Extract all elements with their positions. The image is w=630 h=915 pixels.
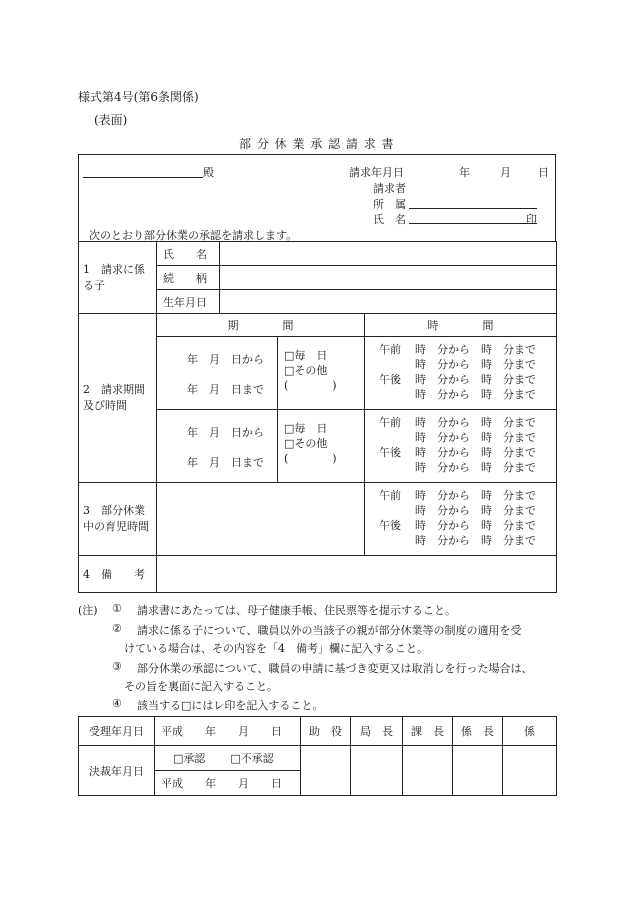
request-table xyxy=(78,241,557,593)
note-2-num: ② xyxy=(112,622,122,635)
every-day-checkbox-2[interactable]: □毎 日 xyxy=(284,422,328,435)
receipt-row-1 xyxy=(79,717,557,746)
child-birthdate-label: 生年月日 xyxy=(157,290,220,314)
am-time-2a[interactable]: 時 分から 時 分まで xyxy=(415,416,536,429)
stamp-staff[interactable] xyxy=(503,746,557,796)
am-label-2: 午前 xyxy=(379,416,401,429)
side-label: (表面) xyxy=(94,113,128,127)
other-paren-2[interactable]: ( ) xyxy=(284,452,337,465)
note-2-cont: けている場合は、その内容を「4 備考」欄に記入すること。 xyxy=(124,642,428,655)
role-staff: 係 xyxy=(503,717,557,746)
name-field[interactable] xyxy=(409,223,537,224)
section3-label: 3 部分休業中の育児時間 xyxy=(83,504,149,533)
receipt-table xyxy=(78,716,557,796)
period-from-2: 年 月 日から xyxy=(187,426,264,439)
role-subsection-chief: 係 長 xyxy=(453,717,503,746)
note-4-num: ④ xyxy=(112,697,122,710)
stamp-director[interactable] xyxy=(351,746,403,796)
am-label-1: 午前 xyxy=(379,343,401,356)
received-date-label: 受理年月日 xyxy=(79,717,155,746)
every-day-checkbox-1[interactable]: □毎 日 xyxy=(284,349,328,362)
note-1-text: 請求書にあたっては、母子健康手帳、住民票等を提示すること。 xyxy=(137,604,456,617)
period-type-2[interactable] xyxy=(278,410,365,483)
addressee-suffix: 殿 xyxy=(203,166,214,179)
period-dates-2[interactable] xyxy=(157,410,278,483)
time-block-2[interactable] xyxy=(365,410,557,483)
request-date-label: 請求年月日 xyxy=(349,166,404,179)
section3-blank[interactable] xyxy=(157,483,365,556)
request-form xyxy=(78,154,556,593)
section1-label-cell xyxy=(79,242,157,314)
stamp-subsection-chief[interactable] xyxy=(453,746,503,796)
day-label: 日 xyxy=(538,166,549,179)
form-number: 様式第4号(第6条関係) xyxy=(78,90,199,104)
child-relation-label: 続 柄 xyxy=(157,266,220,290)
period-to-2: 年 月 日まで xyxy=(187,456,264,469)
affiliation-label: 所 属 xyxy=(373,198,406,211)
period-to-1: 年 月 日まで xyxy=(187,383,264,396)
remarks-field[interactable] xyxy=(157,556,557,593)
request-statement: 次のとおり部分休業の承認を請求します。 xyxy=(89,229,298,242)
period-header: 期 間 xyxy=(157,314,365,337)
decision-date-field[interactable]: 平成 年 月 日 xyxy=(155,771,301,796)
period-from-1: 年 月 日から xyxy=(187,353,264,366)
child-name-label: 氏 名 xyxy=(157,242,220,266)
section4-row xyxy=(79,556,557,593)
am-time-1b[interactable]: 時 分から 時 分まで xyxy=(415,358,536,371)
page-title: 部 分 休 業 承 認 請 求 書 xyxy=(239,137,395,151)
section4-label: 4 備 考 xyxy=(79,556,157,593)
section3-label-cell xyxy=(79,483,157,556)
role-director: 局 長 xyxy=(351,717,403,746)
section2-label: 2 請求期間及び時間 xyxy=(83,383,145,412)
requester-label: 請求者 xyxy=(373,182,406,195)
other-checkbox-2[interactable]: □その他 xyxy=(284,437,328,450)
role-deputy-mayor: 助 役 xyxy=(301,717,351,746)
form-header xyxy=(78,154,556,241)
note-1-num: ① xyxy=(112,602,122,615)
pm-label-2: 午後 xyxy=(379,446,401,459)
time-block-1[interactable] xyxy=(365,337,557,410)
am-label-3: 午前 xyxy=(379,489,401,502)
child-name-row xyxy=(79,242,557,266)
not-approved-checkbox[interactable]: □不承認 xyxy=(230,752,274,765)
child-birthdate-field[interactable] xyxy=(220,290,557,314)
note-4-text: 該当する□にはレ印を記入すること。 xyxy=(137,699,324,712)
pm-time-1a[interactable]: 時 分から 時 分まで xyxy=(415,373,536,386)
section2-label-cell xyxy=(79,314,157,483)
child-name-field[interactable] xyxy=(220,242,557,266)
note-3-cont: その旨を裏面に記入すること。 xyxy=(124,680,278,693)
section2-header-row xyxy=(79,314,557,337)
approval-options xyxy=(155,746,301,771)
note-3-num: ③ xyxy=(112,660,122,673)
am-time-1a[interactable]: 時 分から 時 分まで xyxy=(415,343,536,356)
am-time-3a[interactable]: 時 分から 時 分まで xyxy=(415,489,536,502)
other-checkbox-1[interactable]: □その他 xyxy=(284,364,328,377)
stamp-section-chief[interactable] xyxy=(403,746,453,796)
decision-date-label: 決裁年月日 xyxy=(79,746,155,796)
pm-time-2b[interactable]: 時 分から 時 分まで xyxy=(415,461,536,474)
seal-mark: 印 xyxy=(526,213,537,226)
time-header: 時 間 xyxy=(365,314,557,337)
pm-time-2a[interactable]: 時 分から 時 分まで xyxy=(415,446,536,459)
am-time-2b[interactable]: 時 分から 時 分まで xyxy=(415,431,536,444)
affiliation-field[interactable] xyxy=(409,208,537,209)
period-dates-1[interactable] xyxy=(157,337,278,410)
note-2-text: 請求に係る子について、職員以外の当該子の親が部分休業等の制度の適用を受 xyxy=(137,624,522,637)
approved-checkbox[interactable]: □承認 xyxy=(173,752,206,765)
stamp-deputy-mayor[interactable] xyxy=(301,746,351,796)
am-time-3b[interactable]: 時 分から 時 分まで xyxy=(415,504,536,517)
role-section-chief: 課 長 xyxy=(403,717,453,746)
pm-label-3: 午後 xyxy=(379,519,401,532)
pm-time-1b[interactable]: 時 分から 時 分まで xyxy=(415,388,536,401)
period-type-1[interactable] xyxy=(278,337,365,410)
received-date-field[interactable]: 平成 年 月 日 xyxy=(155,717,301,746)
name-label: 氏 名 xyxy=(373,213,406,226)
month-label: 月 xyxy=(500,166,511,179)
year-label: 年 xyxy=(459,166,470,179)
section1-label: 1 請求に係る子 xyxy=(83,262,145,292)
addressee-line[interactable] xyxy=(83,177,203,178)
pm-time-3a[interactable]: 時 分から 時 分まで xyxy=(415,519,536,532)
other-paren-1[interactable]: ( ) xyxy=(284,379,337,392)
notes-prefix: (注) xyxy=(78,604,98,617)
time-block-3[interactable] xyxy=(365,483,557,556)
child-relation-field[interactable] xyxy=(220,266,557,290)
note-3-text: 部分休業の承認について、職員の申請に基づき変更又は取消しを行った場合は、 xyxy=(137,662,533,675)
receipt-row-2 xyxy=(79,746,557,771)
pm-label-1: 午後 xyxy=(379,373,401,386)
pm-time-3b[interactable]: 時 分から 時 分まで xyxy=(415,534,536,547)
section3-row xyxy=(79,483,557,556)
